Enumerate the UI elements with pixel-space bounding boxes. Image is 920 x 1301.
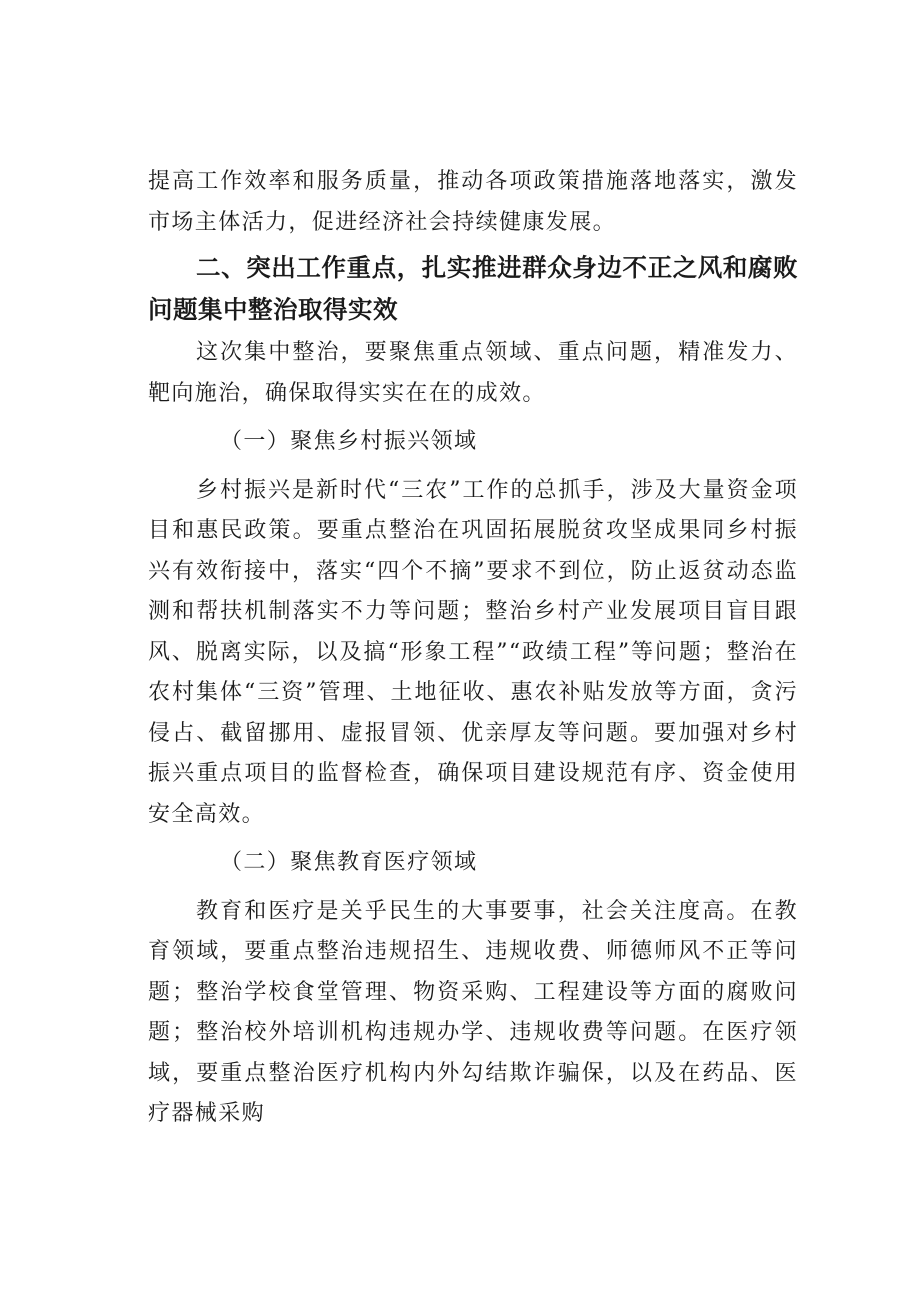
subsection-title-rural: （一）聚焦乡村振兴领域 bbox=[220, 429, 478, 454]
section-heading: 二、突出工作重点，扎实推进群众身边不正之风和腐败问题集中整治取得实效 bbox=[148, 253, 798, 324]
section-intro-paragraph: 这次集中整治，要聚焦重点领域、重点问题，精准发力、靶向施治，确保取得实实在在的成效。 bbox=[148, 340, 798, 406]
subsection-title-education: （二）聚焦教育医疗领域 bbox=[220, 850, 478, 875]
document-page bbox=[148, 162, 798, 1135]
subsection-body-education: 教育和医疗是关乎民生的大事要事，社会关注度高。在教育领域，要重点整治违规招生、违规收费、师德师风不正等问题；整治学校食堂管理、物资采购、工程建设等方面的腐败问题；整治校外培训机构违规办学、违规收费等问题。在医疗领域，要重点整治医疗机构内外勾结欺诈骗保，以及在药品、医疗器械采购 bbox=[148, 898, 798, 1126]
subsection-body-rural: 乡村振兴是新时代“三农”工作的总抓手，涉及大量资金项目和惠民政策。要重点整治在巩固拓展脱贫攻坚成果同乡村振兴有效衔接中，落实“四个不摘”要求不到位，防止返贫动态监测和帮扶机制落实不力等问题；整治乡村产业发展项目盲目跟风、脱离实际，以及搞“形象工程”“政绩工程”等问题；整治在农村集体“三资”管理、土地征收、惠农补贴发放等方面，贪污侵占、截留挪用、虚报冒领、优亲厚友等问题。要加强对乡村振兴重点项目的监督检查，确保项目建设规范有序、资金使用安全高效。 bbox=[148, 477, 798, 827]
continued-paragraph: 提高工作效率和服务质量，推动各项政策措施落地落实，激发市场主体活力，促进经济社会持续健康发展。 bbox=[148, 169, 798, 235]
